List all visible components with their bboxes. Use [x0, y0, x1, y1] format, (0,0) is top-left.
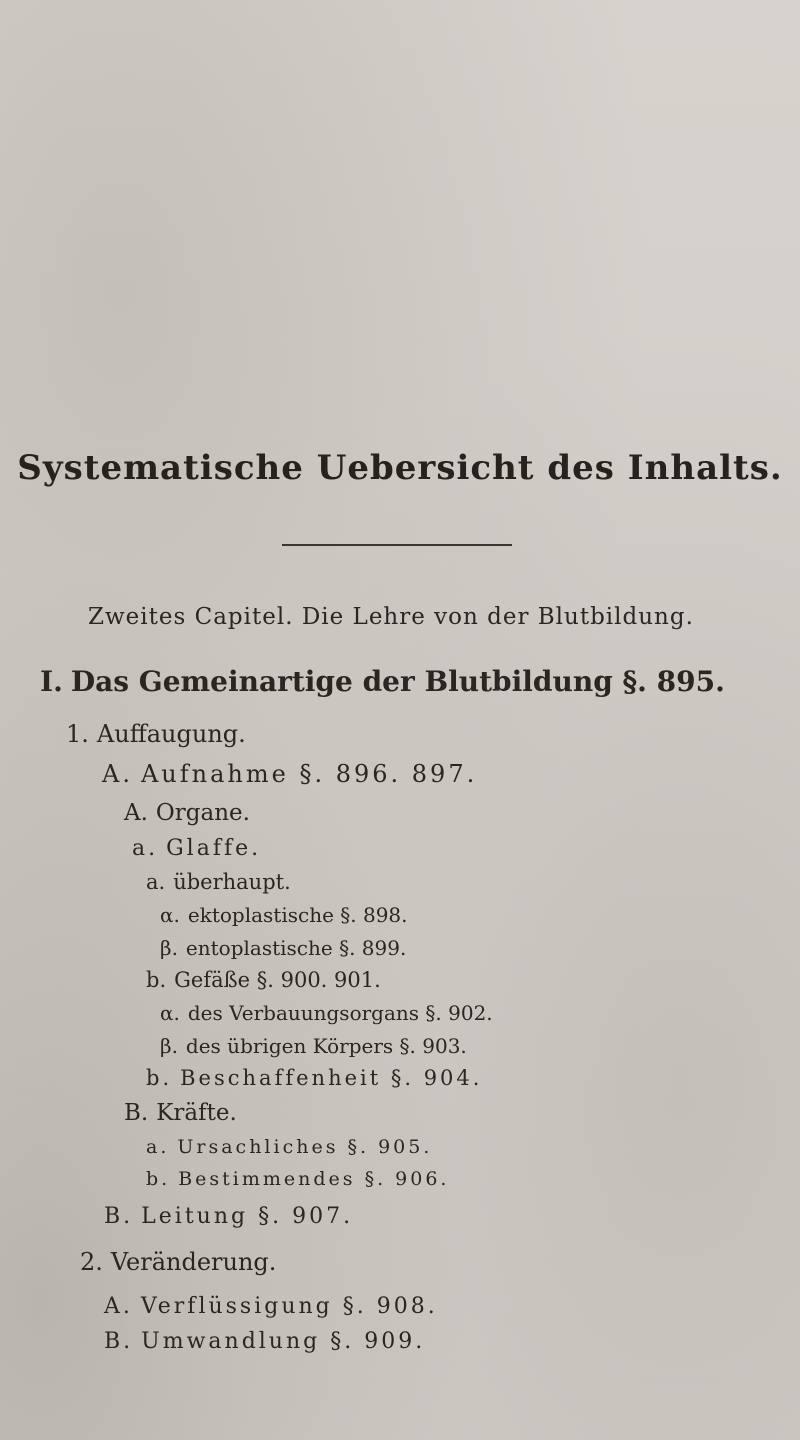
- toc-mark: A.: [104, 1294, 133, 1319]
- toc-text: des Verbauungsorgans §. 902.: [187, 1001, 493, 1025]
- toc-entry: [80, 1248, 276, 1276]
- toc-entry: [132, 836, 261, 861]
- page-title: Systematische Uebersicht des Inhalts.: [17, 448, 783, 488]
- toc-text: Glaffe.: [166, 836, 262, 861]
- toc-mark: A.: [102, 760, 133, 788]
- chapter-heading: Zweites Capitel. Die Lehre von der Blutbildung.: [88, 604, 694, 630]
- toc-entry: [160, 1034, 467, 1058]
- toc-text: Beschaffenheit §. 904.: [180, 1066, 483, 1090]
- toc-entry: [104, 1294, 438, 1319]
- toc-text: Umwandlung §. 909.: [141, 1329, 426, 1354]
- toc-entry: [146, 1066, 482, 1090]
- toc-text: Aufnahme §. 896. 897.: [140, 760, 478, 788]
- toc-text: Ursachliches §. 905.: [177, 1136, 433, 1158]
- toc-mark: 2.: [80, 1248, 103, 1276]
- toc-entry: [102, 760, 477, 788]
- toc-text: Auffaugung.: [96, 720, 246, 748]
- title-rule: [282, 544, 512, 546]
- toc-text: Veränderung.: [110, 1248, 277, 1276]
- toc-mark: α.: [160, 1001, 180, 1025]
- toc-entry: [160, 1001, 493, 1025]
- toc-mark: b.: [146, 968, 167, 992]
- toc-entry: [146, 968, 381, 992]
- toc-mark: B.: [104, 1329, 134, 1354]
- toc-entry: [104, 1204, 353, 1229]
- toc-entry: [146, 870, 291, 894]
- toc-mark: B.: [104, 1204, 134, 1229]
- toc-text: überhaupt.: [173, 870, 291, 894]
- toc-mark: b.: [146, 1168, 171, 1190]
- toc-text: ektoplastische §. 898.: [187, 903, 408, 927]
- toc-entry: [146, 1168, 449, 1190]
- toc-mark: α.: [160, 903, 180, 927]
- toc-mark: B.: [124, 1100, 149, 1126]
- toc-text: des übrigen Körpers §. 903.: [185, 1034, 467, 1058]
- toc-mark: A.: [124, 800, 148, 826]
- toc-text: Organe.: [155, 800, 250, 826]
- toc-mark: β.: [160, 936, 178, 960]
- toc-entry: [146, 1136, 432, 1158]
- toc-entry-section: [40, 665, 725, 698]
- toc-text: Kräfte.: [156, 1100, 237, 1126]
- toc-entry: [160, 903, 408, 927]
- toc-text: Verflüssigung §. 908.: [140, 1294, 438, 1319]
- toc-text: entoplastische §. 899.: [185, 936, 407, 960]
- toc-entry: [124, 800, 250, 826]
- toc-text: Gefäße §. 900. 901.: [174, 968, 381, 992]
- toc-text: Leitung §. 907.: [141, 1204, 354, 1229]
- toc-entry: [160, 936, 406, 960]
- toc-mark: 1.: [66, 720, 89, 748]
- toc-mark: a.: [146, 1136, 170, 1158]
- toc-mark: a.: [132, 836, 159, 861]
- toc-mark: β.: [160, 1034, 178, 1058]
- toc-text: Bestimmendes §. 906.: [178, 1168, 450, 1190]
- toc-mark: a.: [146, 870, 166, 894]
- toc-mark: b.: [146, 1066, 173, 1090]
- toc-entry: [124, 1100, 237, 1126]
- toc-text: Das Gemeinartige der Blutbildung §. 895.: [70, 665, 725, 698]
- toc-mark: I.: [40, 665, 63, 698]
- toc-entry: [104, 1329, 425, 1354]
- toc-entry: [66, 720, 246, 748]
